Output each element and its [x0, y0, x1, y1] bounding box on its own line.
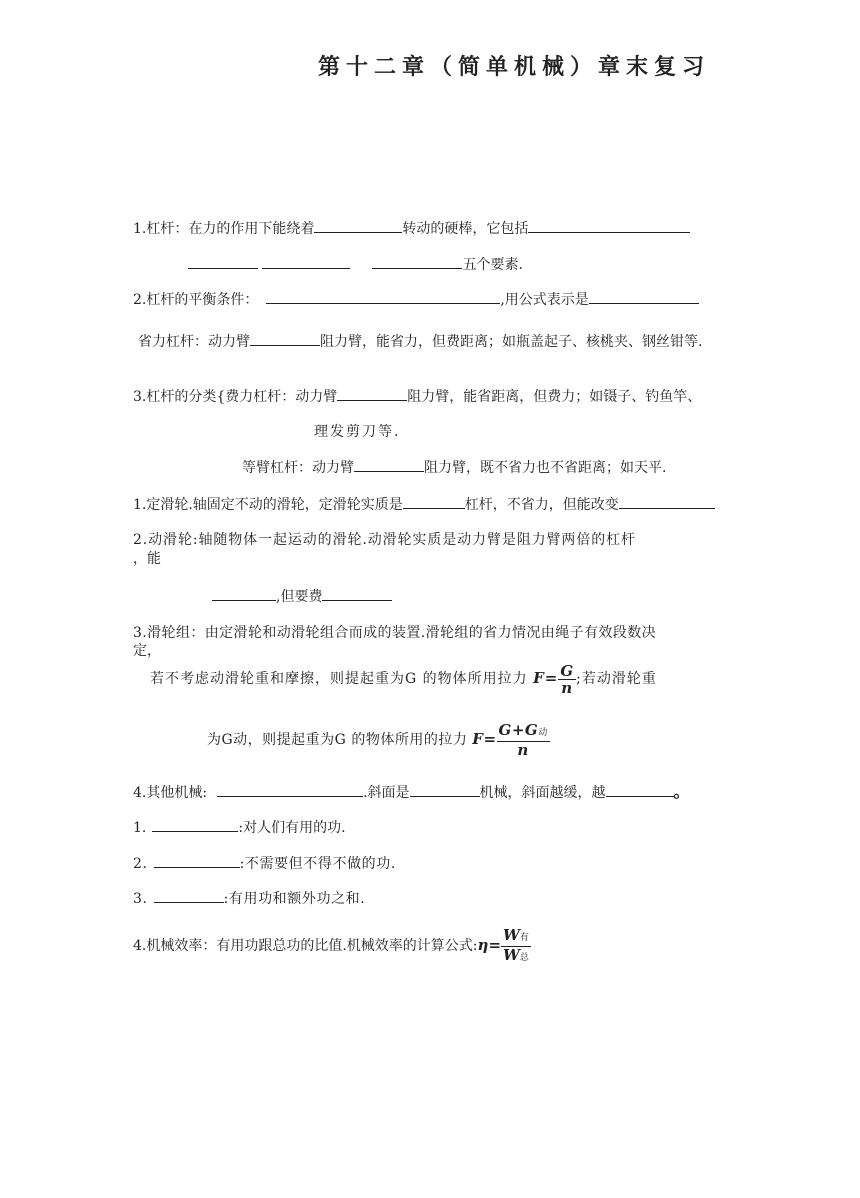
blank-shengli[interactable] — [250, 331, 320, 346]
text: :对人们有用的功. — [238, 820, 346, 836]
text: :不需要但不得不做的功. — [239, 856, 396, 872]
subscript-dong: 动 — [538, 728, 548, 738]
blank-extra-work[interactable] — [154, 853, 240, 868]
denominator-n: n — [517, 741, 529, 759]
lever-balance-condition — [133, 289, 699, 310]
numerator — [497, 722, 550, 742]
text: 定， — [133, 643, 161, 659]
pulley-block-cont — [133, 641, 161, 661]
lever-elements-line — [188, 254, 523, 275]
blank-elements-1[interactable] — [528, 218, 690, 233]
blank-save-force[interactable] — [212, 586, 276, 601]
text: 2. — [133, 856, 148, 872]
formula-F: F — [472, 730, 484, 748]
page-title: 第十二章（简单机械）章末复习 — [318, 55, 711, 80]
text: 4.其他机械: — [133, 785, 208, 801]
text-lifa: 理发剪刀等. — [314, 424, 401, 440]
blank-saves[interactable] — [606, 782, 674, 797]
text: 等臂杠杆：动力臂 — [242, 460, 354, 476]
blank-elements-2[interactable] — [188, 254, 258, 269]
pulley-block — [133, 623, 656, 643]
numerator-G: G — [560, 661, 575, 680]
denominator — [501, 947, 531, 966]
fixed-pulley — [133, 494, 715, 515]
blank-cost[interactable] — [322, 586, 392, 601]
text: :有用功和额外功之和. — [223, 891, 366, 907]
formula-F: F — [533, 669, 545, 687]
text: ,但要费 — [276, 589, 323, 605]
mechanical-efficiency — [133, 922, 531, 969]
movable-pulley — [133, 530, 636, 550]
subscript-you: 有 — [519, 932, 529, 943]
blank-fulcrum[interactable] — [314, 218, 402, 233]
lever-classification — [133, 386, 701, 407]
fraction-W-you-over-W-zong — [501, 927, 531, 966]
blank-incline[interactable] — [410, 782, 480, 797]
lever-definition — [133, 218, 690, 239]
formula-eq: = — [483, 730, 497, 748]
text: 2.杠杆的平衡条件： — [133, 292, 259, 308]
blank-fixed-pulley[interactable] — [403, 494, 465, 509]
blank-elements-3[interactable] — [262, 254, 350, 269]
force-saving-lever — [138, 331, 702, 352]
blank-total-work[interactable] — [154, 888, 224, 903]
numerator-W: W — [503, 925, 520, 944]
numerator-G2: G — [524, 721, 539, 739]
text: 1.定滑轮.轴固定不动的滑轮，定滑轮实质是 — [133, 497, 403, 513]
equal-arm-lever — [242, 457, 666, 478]
text: 为G动，则提起重为G 的物体所用的拉力 — [207, 732, 468, 748]
blank-useful-work[interactable] — [152, 817, 238, 832]
text: 机械，斜面越缓，越 — [479, 785, 606, 801]
formula-eq: = — [544, 669, 559, 687]
numerator — [501, 927, 531, 947]
denominator-W: W — [503, 945, 520, 964]
text: 3.滑轮组：由定滑轮和动滑轮组合而成的装置.滑轮组的省力情况由绳子有效段数决 — [133, 625, 657, 641]
text: .斜面是 — [363, 785, 410, 801]
text: 阻力臂，既不省力也不省距离；如天平. — [424, 460, 667, 476]
fraction-G-plus-Gdong-over-n — [497, 722, 550, 758]
text: 阻力臂，能省力，但费距离；如瓶盖起子、核桃夹、钢丝钳等. — [320, 334, 703, 350]
total-work — [133, 888, 365, 909]
text: 杠杆，不省力，但能改变 — [464, 497, 619, 513]
pulley-force-formula-line — [150, 659, 657, 698]
text: 阻力臂，能省距离，但费力；如镊子、钓鱼竿、 — [407, 389, 702, 405]
text: ,用公式表示是 — [500, 292, 589, 308]
useful-work — [133, 817, 346, 838]
text: 2.动滑轮:轴随物体一起运动的滑轮.动滑轮实质是动力臂是阻力臂两倍的杠杆 — [133, 532, 636, 548]
text: 转动的硬棒，它包括 — [402, 221, 529, 237]
movable-pulley-cont — [133, 549, 161, 569]
movable-pulley-blanks — [212, 586, 392, 607]
text: 若不考虑动滑轮重和摩擦，则提起重为G 的物体所用拉力 — [150, 671, 528, 687]
text: 4.机械效率：有用功跟总功的比值.机械效率的计算公式: — [133, 938, 478, 954]
extra-work — [133, 853, 396, 874]
text: 3.杠杆的分类{费力杠杆：动力臂 — [133, 389, 338, 405]
other-machines — [133, 782, 690, 803]
numerator-G: G — [498, 721, 512, 739]
blank-formula[interactable] — [589, 289, 699, 304]
formula-eq: = — [488, 936, 502, 954]
pulley-force-formula-2 — [207, 719, 550, 760]
text: 1. — [133, 820, 147, 836]
blank-elements-4[interactable] — [372, 254, 462, 269]
blank-feili[interactable] — [337, 386, 407, 401]
subscript-zong: 总 — [519, 952, 529, 963]
text: 1.杠杆：在力的作用下能绕着 — [133, 221, 315, 237]
fraction-G-over-n — [558, 663, 576, 696]
text: ，能 — [133, 551, 161, 567]
plus-sign: + — [511, 721, 525, 739]
text: ;若动滑轮重 — [576, 671, 657, 687]
text: 省力杠杆：动力臂 — [138, 334, 250, 350]
text: 五个要素. — [462, 257, 523, 273]
blank-balance[interactable] — [266, 289, 500, 304]
formula-eta: η — [477, 936, 489, 954]
blank-other-machines[interactable] — [217, 782, 363, 797]
blank-direction[interactable] — [619, 494, 715, 509]
denominator-n: n — [561, 678, 574, 697]
text: 。 — [673, 782, 690, 801]
blank-dengbi[interactable] — [354, 457, 424, 472]
text: 3. — [133, 891, 148, 907]
